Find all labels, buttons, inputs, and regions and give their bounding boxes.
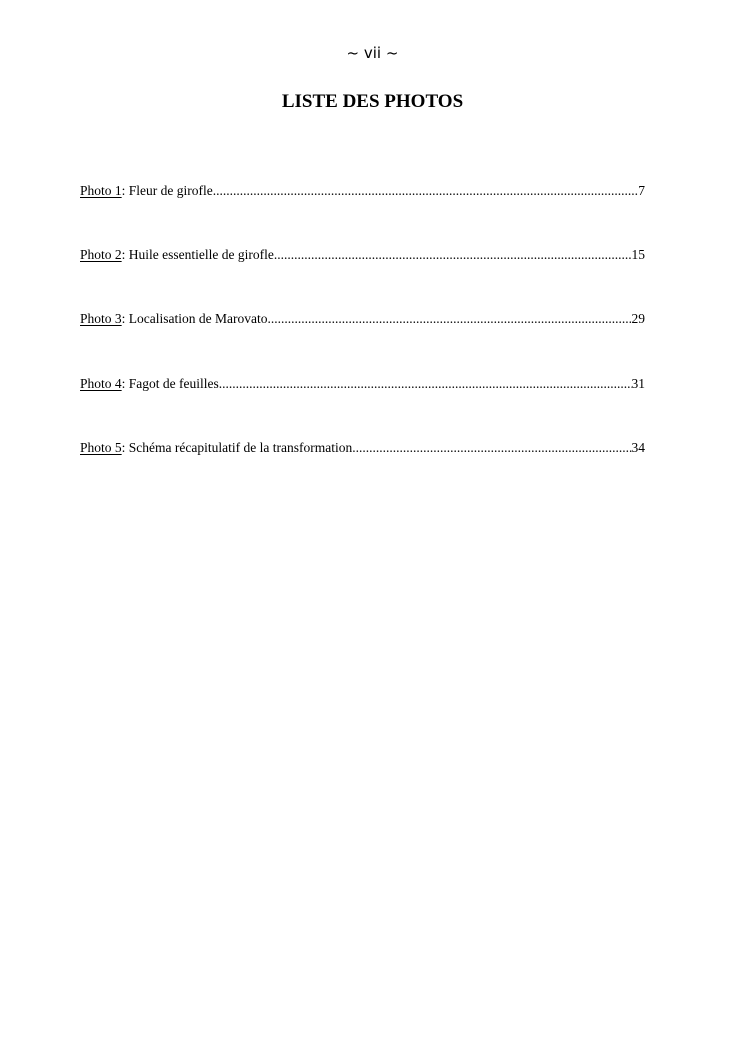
photo-ref[interactable]: Photo 4 [80,376,122,391]
page-ref: 34 [631,440,645,455]
page-ref: 7 [638,183,645,198]
page-ref: 15 [631,247,645,262]
toc-entry-photo-2[interactable] [80,246,645,264]
photo-title: Localisation de Marovato [128,311,268,326]
toc-entry-photo-5[interactable] [80,439,645,457]
dot-leader [352,439,631,457]
toc-entry-photo-3[interactable] [80,310,645,328]
entry-separator: : [121,440,129,455]
photo-ref[interactable]: Photo 2 [80,247,122,262]
photo-title: Fagot de feuilles [128,376,219,391]
page-ref: 29 [631,311,645,326]
dot-leader [213,182,638,200]
photo-ref[interactable]: Photo 1 [80,183,122,198]
photo-title: Huile essentielle de girofle [128,247,274,262]
photo-title: Schéma récapitulatif de la transformation [128,440,353,455]
dot-leader [274,246,632,264]
entry-separator: : [121,183,129,198]
entry-separator: : [121,376,129,391]
page-number: ~ vii ~ [346,44,399,62]
page-ref: 31 [631,376,645,391]
toc-entry-photo-4[interactable] [80,375,645,393]
dot-leader [268,310,632,328]
photo-ref[interactable]: Photo 3 [80,311,122,326]
page-title: LISTE DES PHOTOS [281,91,464,112]
dot-leader [219,375,632,393]
entry-separator: : [121,247,129,262]
toc-entry-photo-1[interactable] [80,182,645,200]
entry-separator: : [121,311,129,326]
photo-ref[interactable]: Photo 5 [80,440,122,455]
photo-title: Fleur de girofle [128,183,213,198]
